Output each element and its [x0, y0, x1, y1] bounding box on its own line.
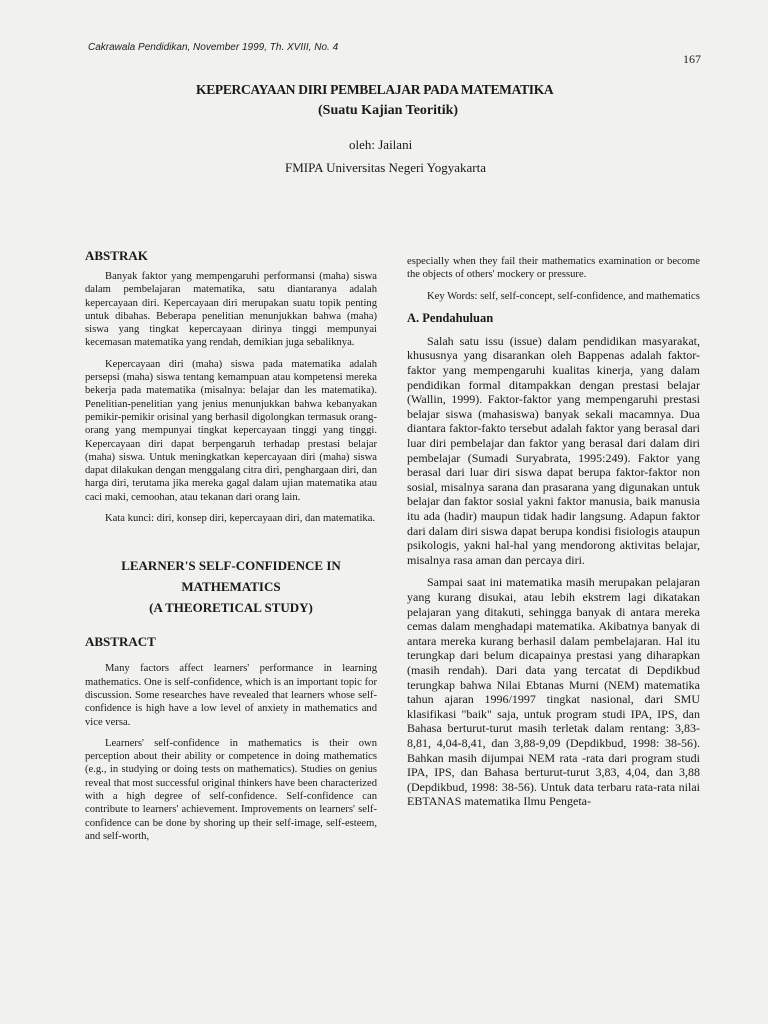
pendahuluan-paragraph-2: Sampai saat ini matematika masih merupakan pelajaran yang kurang disukai, atau lebih ekstrem lagi dikatakan pelajaran yang ditakuti, sehingga banyak di antara mereka cemas dalam menghadapi matematika. Akibatnya banyak di antara mereka kurang berhasil dalam pembelajaran. Hal itu terungkap dari belum dicapainya prestasi yang diharapkan (masih rendah). Dari data yang tercatat di Depdikbud terungkap bahwa Nilai Ebtanas Murni (NEM) matematika tahun ajaran 1996/1997 tingkat nasional, dari SMU klasifikasi "baik" saja, untuk program studi IPA, IPS, dan Bahasa berturut-turut masih terletak dalam rentang: 3,83-8,81, 4,04-8,41, dan 3,88-9,09 (Depdikbud, 1998: 38-56). Bahkan masih dijumpai NEM rata -rata dari program studi IPA, IPS, dan Bahasa berturut-turut 3,83, 4,04, dan 3,88 (Depdikbud, 1998: 38-56). Untuk data terbaru rata-rata nilai EBTANAS matematika Ilmu Pengeta- — [407, 575, 700, 809]
pendahuluan-paragraph-1: Salah satu issu (issue) dalam pendidikan masyarakat, khususnya yang disarankan oleh Bappenas adalah faktor-faktor yang mempengaruhi kualitas kinerja, yang dalam pendidikan formal ditampakkan dengan prestasi belajar (Wallin, 1999). Faktor-faktor yang mempengaruhi prestasi belajar siswa (mahasiswa) banyak sekali macamnya. Dua diantara faktor-fakto tersebut adalah faktor yang berasal dari luar diri pembelajar dan faktor yang berasal dari dalam diri pembelajar (Sumadi Suryabrata, 1995:249). Faktor yang berasal dari luar diri siswa dapat berupa faktor-faktor non sosial, misalnya sarana dan prasarana yang digunakan untuk belajar dan faktor sosial yakni faktor manusia, baik manusia itu ada (hadir) maupun tidak hadir langsung. Adapun faktor dari dalam diri siswa dapat berupa kondisi fisiologis ataupun psikologis, yakni hal-hal yang mendorong aktivitas belajar, misalnya rasa aman dan percaya diri. — [407, 333, 700, 567]
affiliation: FMIPA Universitas Negeri Yogyakarta — [285, 160, 487, 175]
abstract-paragraph-1: Many factors affect learners' performance in learning mathematics. One is self-confidence, which is an important topic for discussion. Some researches have revealed that learners whose self-confidence is high have a low level of anxiety in mathematics and vice versa. — [85, 663, 377, 728]
abstract-heading: ABSTRACT — [85, 634, 156, 650]
abstrak-keywords: Kata kunci: diri, konsep diri, kepercayaan diri, dan matematika. — [105, 513, 376, 525]
right-column — [407, 255, 700, 817]
page-number: 167 — [683, 52, 701, 66]
abstract-keywords: Key Words: self, self-concept, self-confidence, and mathematics — [427, 290, 700, 302]
paper-subtitle: (Suatu Kajian Teoritik) — [318, 103, 459, 118]
abstrak-paragraph-1: Banyak faktor yang mempengaruhi performansi (maha) siswa dalam pembelajaran matematika, satu diantaranya adalah kepercayaan diri. Kepercayaan diri merupakan suatu topik penting untuk dibahas. Beberapa penelitian menunjukkan bahwa (maha) siswa yang tingkat kepercayaan dirinya tinggi mempunyai kecemasan matematika yang rendah, demikian juga sebaliknya. — [85, 271, 377, 349]
english-title-line-1: LEARNER'S SELF-CONFIDENCE IN — [121, 558, 341, 574]
section-heading-pendahuluan: A. Pendahuluan — [407, 310, 494, 325]
paper-title: KEPERCAYAAN DIRI PEMBELAJAR PADA MATEMATIKA — [196, 82, 554, 97]
english-title-line-2: MATHEMATICS — [181, 579, 281, 595]
abstract-paragraph-2-continued: especially when they fail their mathematics examination or become the objects of others' mockery or pressure. — [407, 256, 700, 281]
author: oleh: Jailani — [349, 137, 413, 152]
abstract-paragraph-2: Learners' self-confidence in mathematics is their own perception about their ability or competence in doing mathematics (e.g., in studying or doing tests on mathematics). Studies on genius reveal that most successful original thinkers have been characterized with a high degree of self-confidence. Self-confidence can contribute to learners' achievement. Improvements on learners' self-confidence can be done by shoring up their self-image, self-esteem, and self-worth, — [85, 737, 377, 842]
english-title-line-3: (A THEORETICAL STUDY) — [149, 600, 313, 616]
abstrak-heading: ABSTRAK — [85, 248, 148, 263]
left-column — [85, 248, 377, 851]
abstrak-paragraph-2: Kepercayaan diri (maha) siswa pada matematika adalah persepsi (maha) siswa tentang kemampuan atau kompetensi mereka bekerja pada matematika (misalnya: belajar dan les matematika). Penelitian-penelitian yang jenius menunjukkan bahwa kebanyakan pemikir-pemikir orisinal yang berhasil digolongkan termasuk orang-orang yang mempunyai tingkat kepercayaan tinggi yang tinggi. Kepercayaan diri dapat berpengaruh terhadap prestasi belajar (maha) siswa. Untuk meningkatkan kepercayaan diri (maha) siswa dapat dilakukan dengan menggalang citra diri, penghargaan diri, dan harga diri, terutama jika mereka gagal dalam ujian matematika atau caci maki, cemoohan, atau tekanan dari orang lain. — [85, 358, 377, 503]
english-title — [85, 555, 377, 618]
journal-header: Cakrawala Pendidikan, November 1999, Th. XVIII, No. 4 — [88, 42, 339, 53]
